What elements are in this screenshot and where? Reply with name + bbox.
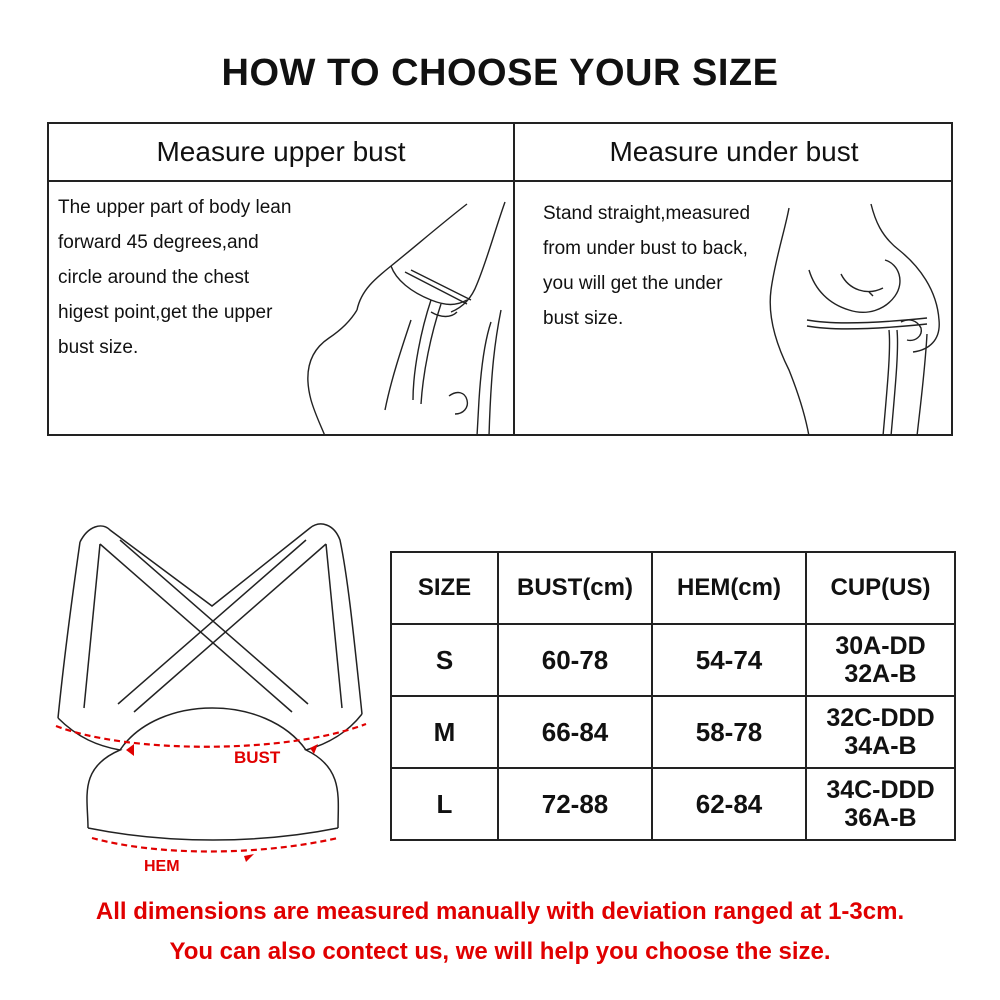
cup-line: 30A-DD xyxy=(835,632,926,660)
bust-cell: 60-78 xyxy=(498,624,652,696)
column-divider xyxy=(513,124,515,434)
under-bust-instructions: Stand straight,measured from under bust to back, you will get the under bust size. xyxy=(543,203,751,329)
cup-cell xyxy=(806,768,955,840)
bust-cell: 66-84 xyxy=(498,696,652,768)
contact-note: You can also contect us, we will help you choose the size. xyxy=(169,938,831,965)
upper-bust-heading: Measure upper bust xyxy=(156,136,406,167)
table-row xyxy=(391,624,955,696)
cup-cell xyxy=(806,696,955,768)
hem-label: HEM xyxy=(144,858,180,875)
header-size: SIZE xyxy=(391,552,498,624)
header-divider xyxy=(49,180,951,182)
upper-bust-instructions: The upper part of body lean forward 45 degrees,and circle around the chest higest point,get the upper bust size. xyxy=(58,197,292,358)
hem-cell: 54-74 xyxy=(652,624,806,696)
cup-line: 34A-B xyxy=(844,732,917,760)
cup-line: 32A-B xyxy=(844,660,917,688)
upper-bust-figure xyxy=(281,200,511,436)
table-row xyxy=(391,696,955,768)
deviation-note: All dimensions are measured manually with deviation ranged at 1-3cm. xyxy=(95,898,905,925)
bust-label: BUST xyxy=(234,748,281,767)
table-header-row xyxy=(391,552,955,624)
header-bust: BUST(cm) xyxy=(498,552,652,624)
hem-cell: 62-84 xyxy=(652,768,806,840)
header-hem: HEM(cm) xyxy=(652,552,806,624)
measure-instructions-panel xyxy=(47,122,953,436)
hem-cell: 58-78 xyxy=(652,696,806,768)
size-cell: S xyxy=(391,624,498,696)
size-chart-table xyxy=(390,551,956,841)
under-bust-heading: Measure under bust xyxy=(609,136,859,167)
page-title: HOW TO CHOOSE YOUR SIZE xyxy=(221,52,779,94)
size-cell: M xyxy=(391,696,498,768)
under-bust-figure xyxy=(749,200,953,436)
cup-cell xyxy=(806,624,955,696)
header-cup: CUP(US) xyxy=(806,552,955,624)
table-row xyxy=(391,768,955,840)
cup-line: 34C-DDD xyxy=(826,776,935,804)
cup-line: 32C-DDD xyxy=(826,704,935,732)
size-cell: L xyxy=(391,768,498,840)
cup-line: 36A-B xyxy=(844,804,917,832)
bust-cell: 72-88 xyxy=(498,768,652,840)
bra-diagram xyxy=(48,518,378,878)
